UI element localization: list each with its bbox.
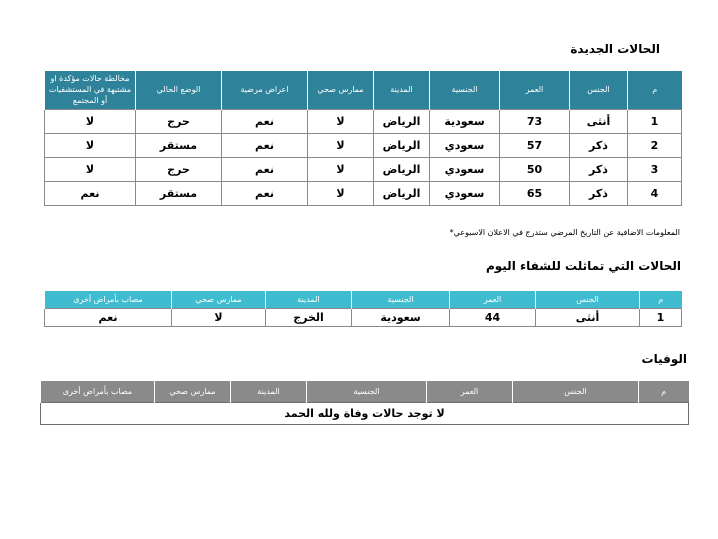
table-cell: ذكر bbox=[570, 133, 628, 157]
table-row bbox=[45, 308, 682, 326]
table-cell: سعودية bbox=[430, 109, 500, 133]
column-header: مصاب بأمراض أخرى bbox=[41, 381, 155, 402]
table-cell: 57 bbox=[500, 133, 570, 157]
table-cell: 50 bbox=[500, 157, 570, 181]
column-header: مصاب بأمراض أخرى bbox=[45, 291, 172, 308]
deaths-table bbox=[40, 381, 689, 425]
table-cell: لا bbox=[308, 133, 374, 157]
column-header: العمر bbox=[450, 291, 536, 308]
table-cell: 65 bbox=[500, 181, 570, 205]
table-cell: لا bbox=[45, 133, 136, 157]
column-header: مخالطة حالات مؤكدة او مشتبهة في المستشفيات أو المجتمع bbox=[45, 71, 136, 109]
column-header: المدينة bbox=[266, 291, 352, 308]
table-cell: 1 bbox=[640, 308, 682, 326]
table-cell: الرياض bbox=[374, 181, 430, 205]
table-cell: لا bbox=[308, 181, 374, 205]
column-header: الجنسية bbox=[352, 291, 450, 308]
table-cell: أنثى bbox=[536, 308, 640, 326]
column-header: الجنسية bbox=[430, 71, 500, 109]
table-cell: سعودية bbox=[352, 308, 450, 326]
table-cell: ذكر bbox=[570, 157, 628, 181]
column-header: م bbox=[628, 71, 682, 109]
table-cell: مستقر bbox=[136, 133, 222, 157]
table-header-row bbox=[45, 291, 682, 308]
table-cell: لا bbox=[308, 157, 374, 181]
no-deaths-message: لا توجد حالات وفاة ولله الحمد bbox=[41, 402, 689, 424]
footnote: المعلومات الاضافية عن التاريخ المرضي ستدرج في الاعلان الاسبوعي* bbox=[449, 228, 680, 237]
table-cell: نعم bbox=[222, 133, 308, 157]
table-cell: نعم bbox=[45, 308, 172, 326]
column-header: ممارس صحي bbox=[172, 291, 266, 308]
table-cell: الرياض bbox=[374, 157, 430, 181]
column-header: الجنسية bbox=[307, 381, 427, 402]
column-header: الجنس bbox=[536, 291, 640, 308]
column-header: الوضع الحالي bbox=[136, 71, 222, 109]
recovered-table bbox=[44, 291, 682, 327]
table-cell: 2 bbox=[628, 133, 682, 157]
column-header: المدينة bbox=[374, 71, 430, 109]
table-cell: نعم bbox=[222, 109, 308, 133]
table-header-row bbox=[41, 381, 689, 402]
recovered-title: الحالات التي تماثلت للشفاء اليوم bbox=[485, 259, 681, 273]
table-cell: 4 bbox=[628, 181, 682, 205]
table-cell: الخرج bbox=[266, 308, 352, 326]
table-row bbox=[45, 109, 682, 133]
table-cell: 1 bbox=[628, 109, 682, 133]
table-cell: لا bbox=[172, 308, 266, 326]
table-cell: 73 bbox=[500, 109, 570, 133]
table-cell: أنثى bbox=[570, 109, 628, 133]
table-row bbox=[45, 181, 682, 205]
table-cell: مستقر bbox=[136, 181, 222, 205]
table-cell: الرياض bbox=[374, 109, 430, 133]
column-header: العمر bbox=[500, 71, 570, 109]
table-row bbox=[45, 133, 682, 157]
table-cell: 3 bbox=[628, 157, 682, 181]
table-cell: سعودي bbox=[430, 181, 500, 205]
column-header: م bbox=[640, 291, 682, 308]
table-cell: سعودي bbox=[430, 133, 500, 157]
column-header: ممارس صحي bbox=[308, 71, 374, 109]
table-row bbox=[41, 402, 689, 424]
table-cell: حرج bbox=[136, 157, 222, 181]
column-header: ممارس صحي bbox=[155, 381, 231, 402]
column-header: المدينة bbox=[231, 381, 307, 402]
column-header: الجنس bbox=[570, 71, 628, 109]
table-cell: ذكر bbox=[570, 181, 628, 205]
table-cell: نعم bbox=[222, 181, 308, 205]
table-cell: لا bbox=[45, 157, 136, 181]
table-cell: نعم bbox=[222, 157, 308, 181]
deaths-title: الوفيات bbox=[641, 352, 687, 366]
column-header: اعراض مرضية bbox=[222, 71, 308, 109]
table-cell: الرياض bbox=[374, 133, 430, 157]
new-cases-table bbox=[44, 71, 682, 206]
table-row bbox=[45, 157, 682, 181]
table-cell: سعودي bbox=[430, 157, 500, 181]
column-header: م bbox=[639, 381, 689, 402]
new-cases-title: الحالات الجديدة bbox=[570, 42, 660, 56]
column-header: الجنس bbox=[513, 381, 639, 402]
column-header: العمر bbox=[427, 381, 513, 402]
table-cell: لا bbox=[45, 109, 136, 133]
table-cell: لا bbox=[308, 109, 374, 133]
table-cell: 44 bbox=[450, 308, 536, 326]
table-header-row bbox=[45, 71, 682, 109]
table-cell: حرج bbox=[136, 109, 222, 133]
table-cell: نعم bbox=[45, 181, 136, 205]
